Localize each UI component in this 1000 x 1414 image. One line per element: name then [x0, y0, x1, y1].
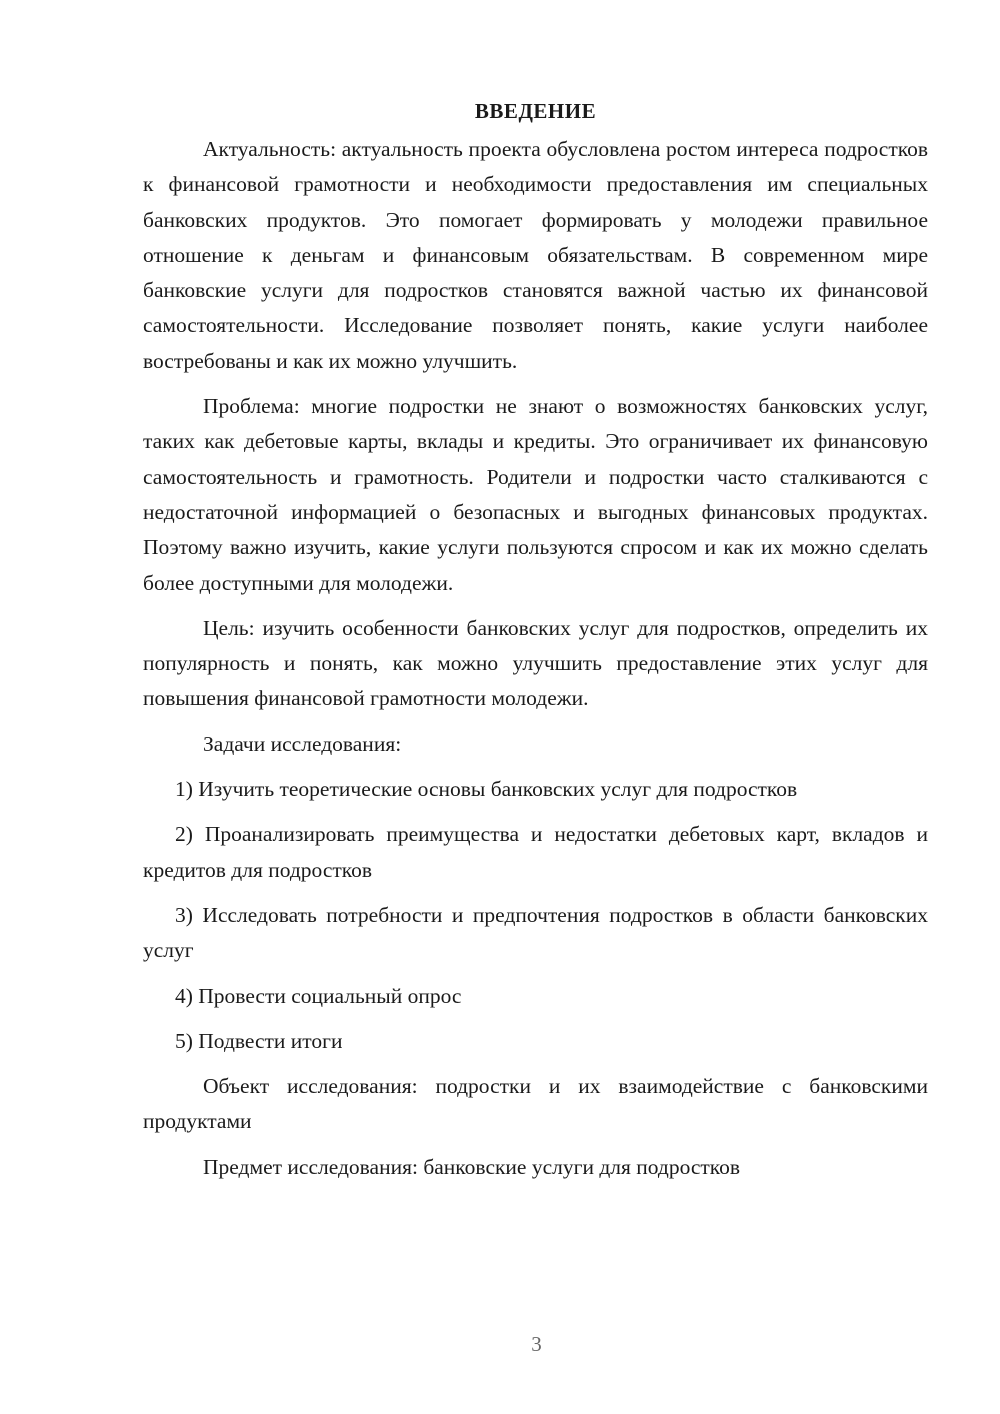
- tasks-title: Задачи исследования:: [203, 731, 402, 756]
- document-page: [143, 96, 928, 1195]
- task-item-3: 3) Исследовать потребности и предпочтения подростков в области банковских услуг: [143, 902, 928, 963]
- section-heading: ВВЕДЕНИЕ: [474, 99, 597, 123]
- task-item-2: 2) Проанализировать преимущества и недостатки дебетовых карт, вкладов и кредитов для подростков: [143, 822, 928, 882]
- relevance-paragraph: Актуальность: актуальность проекта обусловлена ростом интереса подростков к финансовой грамотности и необходимости предоставления им специальных банковских продуктов. Это помогает формировать у молодежи правильное отношение к деньгам и финансовым обязательствам. В современном мире банковские услуги для подростков становятся важной частью их финансовой самостоятельности. Исследование позволяет понять, какие услуги наиболее востребованы и как их можно улучшить.: [143, 137, 928, 373]
- goal-paragraph: Цель: изучить особенности банковских услуг для подростков, определить их популярность и понять, как можно улучшить предоставление этих услуг для повышения финансовой грамотности молодежи.: [143, 615, 928, 711]
- task-item-4: 4) Провести социальный опрос: [175, 983, 462, 1008]
- page-number: 3: [531, 1332, 542, 1356]
- subject-paragraph: Предмет исследования: банковские услуги для подростков: [203, 1154, 741, 1179]
- task-item-1: 1) Изучить теоретические основы банковских услуг для подростков: [175, 777, 798, 802]
- object-paragraph: Объект исследования: подростки и их взаимодействие с банковскими продуктами: [143, 1074, 928, 1134]
- problem-paragraph: Проблема: многие подростки не знают о возможностях банковских услуг, таких как дебетовые карты, вклады и кредиты. Это ограничивает их финансовую самостоятельность и грамотность. Родители и подростки часто сталкиваются с недостаточной информацией о безопасных и выгодных финансовых продуктах. Поэтому важно изучить, какие услуги пользуются спросом и как их можно сделать более доступными для молодежи.: [143, 394, 928, 595]
- task-item-5: 5) Подвести итоги: [175, 1028, 343, 1053]
